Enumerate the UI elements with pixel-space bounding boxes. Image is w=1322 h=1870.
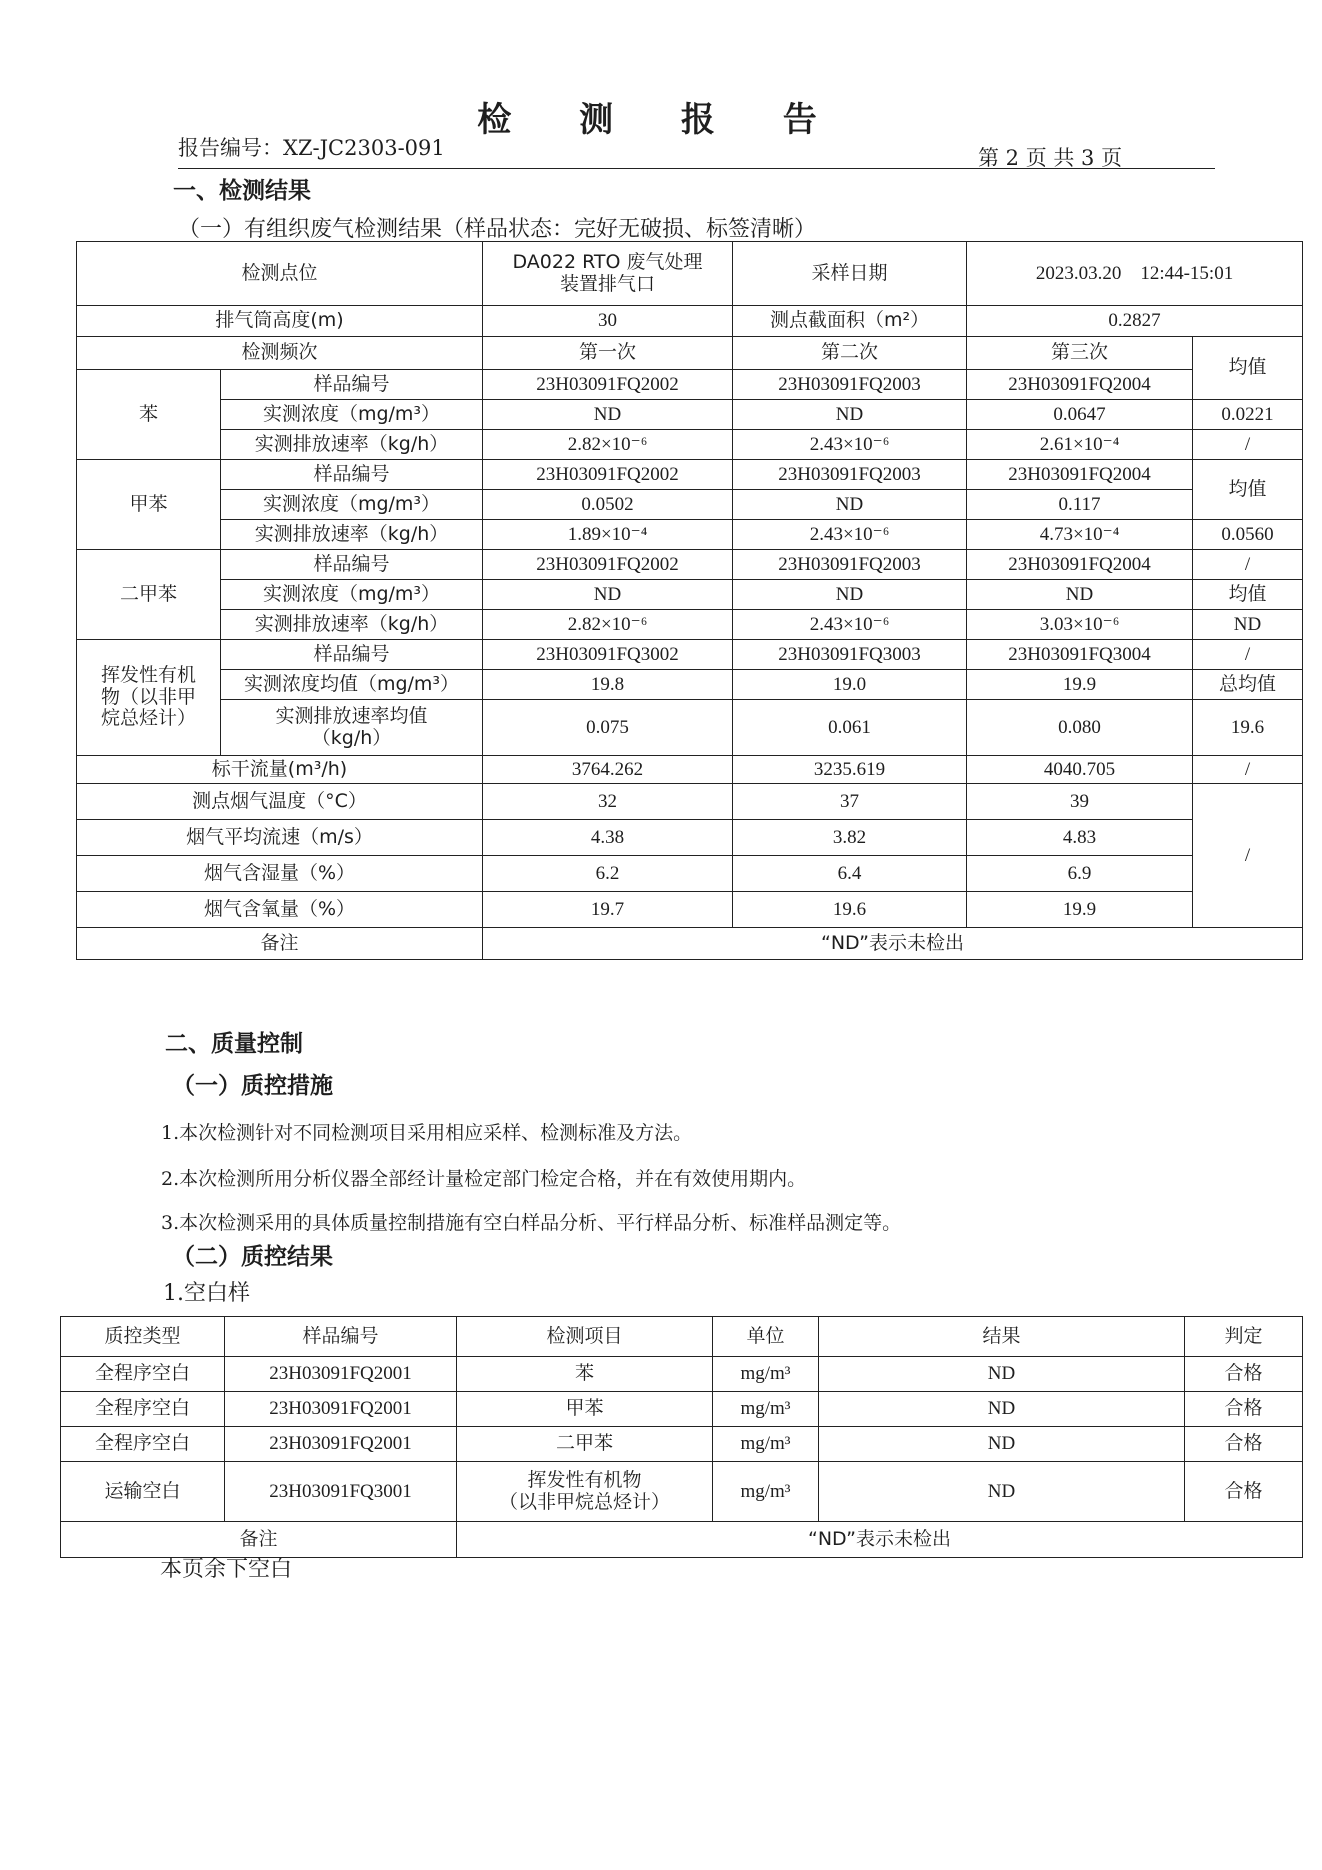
report-title: 检 测 报 告 [477, 100, 845, 140]
table-row [61, 1357, 1303, 1392]
table-row [77, 520, 1303, 550]
verdict: 合格 [1185, 1427, 1303, 1462]
blank-remainder-note: 本页余下空白 [160, 1557, 293, 1582]
table-row [77, 400, 1303, 430]
col-header: 样品编号 [225, 1317, 457, 1357]
conc-label: 实测浓度（mg/m³） [221, 580, 483, 610]
sample-id: 23H03091FQ2003 [733, 550, 967, 580]
area-label: 测点截面积（m²） [733, 306, 967, 337]
temp-label: 测点烟气温度（°C） [77, 784, 483, 820]
report-number: 报告编号：XZ-JC2303-091 [178, 136, 445, 160]
table-row [77, 430, 1303, 460]
sample-label: 样品编号 [221, 370, 483, 400]
sample-id: 23H03091FQ3003 [733, 640, 967, 670]
remark-label: 备注 [77, 928, 483, 960]
conc-value: ND [733, 580, 967, 610]
rate-value: 2.82×10⁻⁶ [483, 610, 733, 640]
rate-value: 4.73×10⁻⁴ [967, 520, 1193, 550]
conc-value: ND [733, 400, 967, 430]
moisture-value: 6.4 [733, 856, 967, 892]
measure-item: 3.本次检测采用的具体质量控制措施有空白样品分析、平行样品分析、标准样品测定等。 [161, 1212, 902, 1234]
moisture-value: 6.9 [967, 856, 1193, 892]
section-2-subheading-1: （一）质控措施 [172, 1072, 333, 1099]
conc-value: 19.9 [967, 670, 1193, 700]
date-label: 采样日期 [733, 242, 967, 306]
rate-label: 实测排放速率（kg/h） [221, 520, 483, 550]
height-label: 排气筒高度(m) [77, 306, 483, 337]
conc-avg: ND [1193, 610, 1303, 640]
header-rule [178, 168, 1215, 169]
freq-1: 第一次 [483, 337, 733, 370]
table-row [77, 892, 1303, 928]
unit: mg/m³ [713, 1392, 819, 1427]
test-item: 二甲苯 [457, 1427, 713, 1462]
rate-value: 2.43×10⁻⁶ [733, 520, 967, 550]
table-row [77, 756, 1303, 784]
conc-label: 实测浓度（mg/m³） [221, 400, 483, 430]
sample-label: 样品编号 [221, 640, 483, 670]
velocity-value: 4.83 [967, 820, 1193, 856]
table-row [77, 306, 1303, 337]
page-info: 第 2 页 共 3 页 [978, 146, 1123, 170]
xylene-label: 二甲苯 [77, 550, 221, 640]
oxygen-value: 19.7 [483, 892, 733, 928]
result: ND [819, 1462, 1185, 1522]
sample-id: 23H03091FQ2004 [967, 550, 1193, 580]
point-value: DA022 RTO 废气处理 装置排气口 [483, 242, 733, 306]
test-item: 苯 [457, 1357, 713, 1392]
sample-id: 23H03091FQ2001 [225, 1427, 457, 1462]
merged-slash: / [1193, 784, 1303, 928]
table-row [77, 670, 1303, 700]
voc-label: 挥发性有机 物（以非甲 烷总烃计） [77, 640, 221, 756]
conc-value: 0.0647 [967, 400, 1193, 430]
unit: mg/m³ [713, 1357, 819, 1392]
point-label: 检测点位 [77, 242, 483, 306]
blank-sample-table [60, 1316, 1303, 1558]
toluene-label: 甲苯 [77, 460, 221, 550]
sample-id: 23H03091FQ2002 [483, 550, 733, 580]
verdict: 合格 [1185, 1462, 1303, 1522]
verdict: 合格 [1185, 1357, 1303, 1392]
rate-avg: / [1193, 430, 1303, 460]
remark-label: 备注 [61, 1522, 457, 1558]
xylene-avg-header: 均值 [1193, 580, 1303, 610]
flow-value: 3764.262 [483, 756, 733, 784]
measure-item: 2.本次检测所用分析仪器全部经计量检定部门检定合格，并在有效使用期内。 [161, 1168, 807, 1190]
sample-id: 23H03091FQ3001 [225, 1462, 457, 1522]
col-header: 单位 [713, 1317, 819, 1357]
section-1-subheading: （一）有组织废气检测结果（样品状态：完好无破损、标签清晰） [178, 217, 817, 242]
table-row [77, 490, 1303, 520]
section-1-heading: 一、检测结果 [173, 177, 311, 204]
conc-value: 19.8 [483, 670, 733, 700]
sample-id: 23H03091FQ2001 [225, 1357, 457, 1392]
conc-avg: 0.0221 [1193, 400, 1303, 430]
conc-avg: 0.0560 [1193, 520, 1303, 550]
table-row [77, 460, 1303, 490]
moisture-label: 烟气含湿量（%） [77, 856, 483, 892]
col-header: 判定 [1185, 1317, 1303, 1357]
rate-value: 0.080 [967, 700, 1193, 756]
flow-value: 3235.619 [733, 756, 967, 784]
result: ND [819, 1392, 1185, 1427]
voc-conc-avg: 19.6 [1193, 700, 1303, 756]
sample-id: 23H03091FQ2001 [225, 1392, 457, 1427]
date-value: 2023.03.20 12:44-15:01 [967, 242, 1303, 306]
table-row [77, 610, 1303, 640]
conc-value: ND [483, 580, 733, 610]
section-2-subheading-2: （二）质控结果 [172, 1243, 333, 1270]
sample-id: 23H03091FQ2004 [967, 460, 1193, 490]
temp-value: 39 [967, 784, 1193, 820]
conc-value: ND [733, 490, 967, 520]
table-row [77, 550, 1303, 580]
test-item: 挥发性有机物 （以非甲烷总烃计） [457, 1462, 713, 1522]
freq-label: 检测频次 [77, 337, 483, 370]
sample-id: 23H03091FQ2002 [483, 460, 733, 490]
table-row [77, 242, 1303, 306]
sample-label: 样品编号 [221, 460, 483, 490]
conc-value: 19.0 [733, 670, 967, 700]
table-row [77, 856, 1303, 892]
conc-value: ND [967, 580, 1193, 610]
remark-value: “ND”表示未检出 [457, 1522, 1303, 1558]
conc-label: 实测浓度（mg/m³） [221, 490, 483, 520]
benzene-label: 苯 [77, 370, 221, 460]
col-header: 检测项目 [457, 1317, 713, 1357]
velocity-value: 3.82 [733, 820, 967, 856]
remark-value: “ND”表示未检出 [483, 928, 1303, 960]
flow-label: 标干流量(m³/h) [77, 756, 483, 784]
area-value: 0.2827 [967, 306, 1303, 337]
moisture-value: 6.2 [483, 856, 733, 892]
result: ND [819, 1427, 1185, 1462]
table-row [77, 580, 1303, 610]
unit: mg/m³ [713, 1462, 819, 1522]
freq-3: 第三次 [967, 337, 1193, 370]
sample-id: 23H03091FQ2002 [483, 370, 733, 400]
voc-conc-label: 实测浓度均值（mg/m³） [221, 670, 483, 700]
voc-rate-label: 实测排放速率均值 （kg/h） [221, 700, 483, 756]
voc-rate-avg: / [1193, 756, 1303, 784]
table-row [77, 640, 1303, 670]
rate-value: 0.061 [733, 700, 967, 756]
verdict: 合格 [1185, 1392, 1303, 1427]
table-row [77, 337, 1303, 370]
rate-value: 0.075 [483, 700, 733, 756]
qc-type: 全程序空白 [61, 1357, 225, 1392]
freq-2: 第二次 [733, 337, 967, 370]
oxygen-value: 19.9 [967, 892, 1193, 928]
rate-value: 2.61×10⁻⁴ [967, 430, 1193, 460]
rate-value: 2.82×10⁻⁶ [483, 430, 733, 460]
oxygen-label: 烟气含氧量（%） [77, 892, 483, 928]
benzene-avg-header: 均值 [1193, 337, 1303, 400]
rate-value: 3.03×10⁻⁶ [967, 610, 1193, 640]
exhaust-results-table [76, 241, 1303, 960]
table-row [77, 700, 1303, 756]
temp-value: 37 [733, 784, 967, 820]
flow-value: 4040.705 [967, 756, 1193, 784]
qc-type: 全程序空白 [61, 1427, 225, 1462]
conc-value: ND [483, 400, 733, 430]
result: ND [819, 1357, 1185, 1392]
sample-id: 23H03091FQ3004 [967, 640, 1193, 670]
conc-value: 0.0502 [483, 490, 733, 520]
unit: mg/m³ [713, 1427, 819, 1462]
table-row [77, 784, 1303, 820]
sample-id: 23H03091FQ3002 [483, 640, 733, 670]
sample-label: 样品编号 [221, 550, 483, 580]
table-row [61, 1427, 1303, 1462]
qc-type: 全程序空白 [61, 1392, 225, 1427]
velocity-value: 4.38 [483, 820, 733, 856]
table-row [61, 1462, 1303, 1522]
oxygen-value: 19.6 [733, 892, 967, 928]
toluene-avg-header: 均值 [1193, 460, 1303, 520]
rate-label: 实测排放速率（kg/h） [221, 430, 483, 460]
total-avg-header: 总均值 [1193, 670, 1303, 700]
table-row [77, 820, 1303, 856]
section-2-heading: 二、质量控制 [165, 1030, 303, 1057]
sample-id: 23H03091FQ2003 [733, 460, 967, 490]
height-value: 30 [483, 306, 733, 337]
velocity-label: 烟气平均流速（m/s） [77, 820, 483, 856]
table-row [77, 370, 1303, 400]
col-header: 质控类型 [61, 1317, 225, 1357]
rate-value: 1.89×10⁻⁴ [483, 520, 733, 550]
qc-type: 运输空白 [61, 1462, 225, 1522]
rate-label: 实测排放速率（kg/h） [221, 610, 483, 640]
table-row [61, 1317, 1303, 1357]
test-item: 甲苯 [457, 1392, 713, 1427]
sample-id: 23H03091FQ2004 [967, 370, 1193, 400]
rate-avg: / [1193, 550, 1303, 580]
rate-value: 2.43×10⁻⁶ [733, 430, 967, 460]
table-row [61, 1392, 1303, 1427]
rate-avg: / [1193, 640, 1303, 670]
measure-item: 1.本次检测针对不同检测项目采用相应采样、检测标准及方法。 [161, 1122, 693, 1144]
col-header: 结果 [819, 1317, 1185, 1357]
rate-value: 2.43×10⁻⁶ [733, 610, 967, 640]
temp-value: 32 [483, 784, 733, 820]
sample-id: 23H03091FQ2003 [733, 370, 967, 400]
blank-sample-title: 1.空白样 [163, 1281, 250, 1306]
conc-value: 0.117 [967, 490, 1193, 520]
table-row [77, 928, 1303, 960]
